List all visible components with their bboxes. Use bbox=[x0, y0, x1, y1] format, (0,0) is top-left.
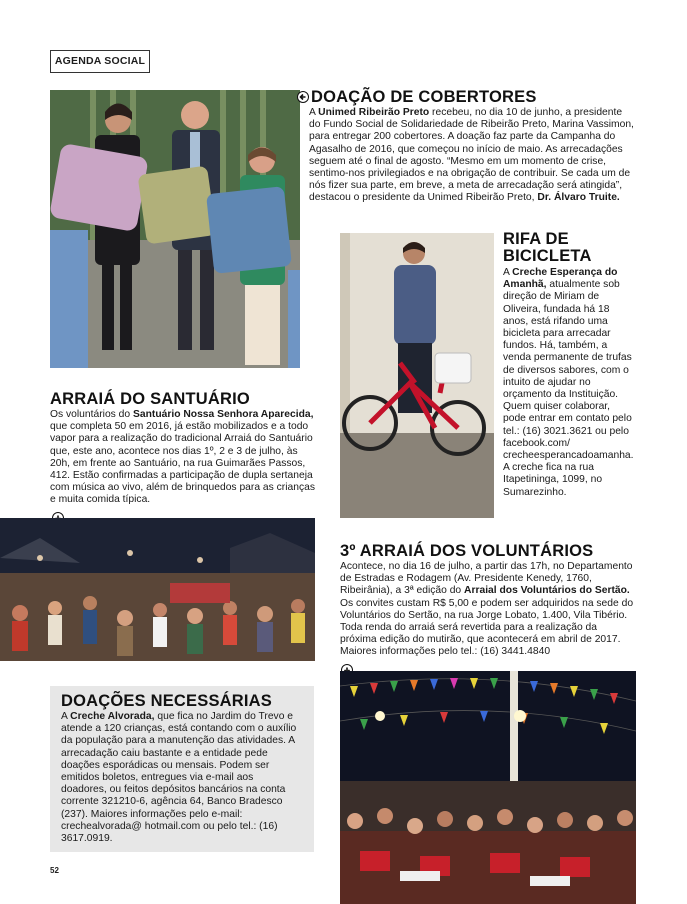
body-text: atualmente sob direção de Miriam de Oliveira, fundada há 18 anos, está rifando uma bicicleta para arrecadar fundos. Há, também, a venda permanente de trufas de diversos sabores, com o intuito de ajudar no orçamento da Instituição. Quem quiser colaborar, pode entrar em contato pelo tel.: (16) 3021.3621 ou pelo facebook.com/ crecheesperancadoamanha. A creche fica na rua Itapetininga, 1099, no Sumarezinho. bbox=[503, 279, 634, 498]
doacoes-box bbox=[50, 686, 314, 852]
body-text: que fica no Jardim do Trevo e atende a 120 crianças, está contando com o auxílio da população para a manutenção das atividades. A arrecadação caiu bastante e a entidade pede doações esporádicas ou mensais. Podem ser emitidos boletos, entregues via e-mail aos doadores, ou feitos depósitos bancários na conta corrente 321210-6, agência 64, Banco Bradesco (237). Maiores informações pelo e-mail: crechealvorada@ hotmail.com ou pelo tel.: (16) 3617.0919. bbox=[61, 711, 297, 845]
highlight: Creche Esperança do Amanhã, bbox=[503, 267, 618, 291]
page-number: 52 bbox=[50, 866, 59, 875]
highlight: Unimed Ribeirão Preto bbox=[318, 107, 430, 118]
left-arrow-icon bbox=[297, 91, 309, 105]
blanket-donation-article bbox=[311, 89, 636, 205]
santuario-article bbox=[50, 391, 318, 507]
body-text: A bbox=[503, 267, 513, 278]
body-text: Os convites custam R$ 5,00 e podem ser adquiridos na sede do Voluntários do Sertão, na rua Jorge Lobato, 1.400, Vila Tibério. Toda renda do arraiá será revertida para a realização da próxima edição do mutirão, que acontecerá em abril de 2017. Maiores informações pelo tel.: (16) 3441.4840 bbox=[340, 597, 634, 658]
article-title: DOAÇÕES NECESSÁRIAS bbox=[61, 692, 273, 710]
article-body: A Unimed Ribeirão Preto recebeu, no dia 10 de junho, a presidente do Fundo Social de Solidariedade de Ribeirão Preto, Marina Vassimon, para entregar 200 cobertores. A doação faz parte da Campanha do Agasalho de 2016, que começou no início de maio. As arrecadações seguem até o final de agosto. “Mesmo em um momento de crise, sentimo-nos privilegiados e na obrigação de contribuir. Se cada um de nós fizer sua parte, em breve, a meta de arrecadação será atingida”, destacou o presidente da Unimed Ribeirão Preto, Dr. Álvaro Truite. bbox=[309, 107, 634, 204]
body-text: recebeu, no dia 10 de junho, a presidente do Fundo Social de Solidariedade de Ribeirão Preto, Marina Vassimon, para entregar 200 cobertores. A doação faz parte da Campanha do Agasalho de 2016, que começou no início de maio. As arrecadações seguem até o final de agosto. “Mesmo em um momento de crise, sentimo-nos privilegiados e na obrigação de contribuir. Se cada um de nós fizer sua parte, em breve, a meta de arrecadação será atingida”, destacou o presidente da Unimed Ribeirão Preto, bbox=[309, 107, 634, 204]
section-tag: AGENDA SOCIAL bbox=[50, 50, 150, 73]
article-title: ARRAIÁ DO SANTUÁRIO bbox=[50, 390, 250, 408]
highlight: Creche Alvorada, bbox=[70, 711, 155, 722]
article-body bbox=[61, 711, 301, 845]
article-title: RIFA DE BICICLETA bbox=[503, 230, 592, 265]
article-body bbox=[340, 561, 636, 659]
bicycle-raffle-article bbox=[503, 231, 633, 499]
highlight: Arraial dos Voluntários do Sertão. bbox=[464, 585, 630, 597]
article-body bbox=[503, 267, 633, 499]
article-body bbox=[50, 409, 318, 507]
body-text: que completa 50 em 2016, já estão mobilizados e a todo vapor para a realização do tradicional Arraiá do Santuário que, este ano, acontece nos dias 1º, 2 e 3 de julho, às 20h, em frente ao Santuário, na rua Guimarães Passos, 412. Estão confirmadas a participação de dupla sertaneja com música ao vivo, além de brinquedos para as crianças e muita comida típica. bbox=[50, 421, 315, 506]
santuario-festival-photo bbox=[0, 518, 315, 661]
article-title: DOAÇÃO DE COBERTORES bbox=[311, 88, 537, 106]
body-text: Acontece, no dia 16 de julho, a partir das 17h, no Departamento de Estradas e Rodagem (Av. Presidente Kenedy, 1760, Ribeirânia), a 3ª edição do bbox=[340, 561, 633, 597]
article-title: 3º ARRAIÁ DOS VOLUNTÁRIOS bbox=[340, 542, 594, 560]
bicycle-photo bbox=[340, 233, 494, 518]
voluntarios-article bbox=[340, 543, 636, 659]
voluntarios-festival-photo bbox=[340, 671, 636, 904]
highlight: Santuário Nossa Senhora Aparecida, bbox=[133, 409, 314, 420]
highlight: Dr. Álvaro Truite. bbox=[537, 192, 620, 204]
body-text: Os voluntários do bbox=[50, 409, 133, 420]
blanket-donation-photo bbox=[50, 90, 300, 368]
body-text: A bbox=[61, 711, 71, 722]
